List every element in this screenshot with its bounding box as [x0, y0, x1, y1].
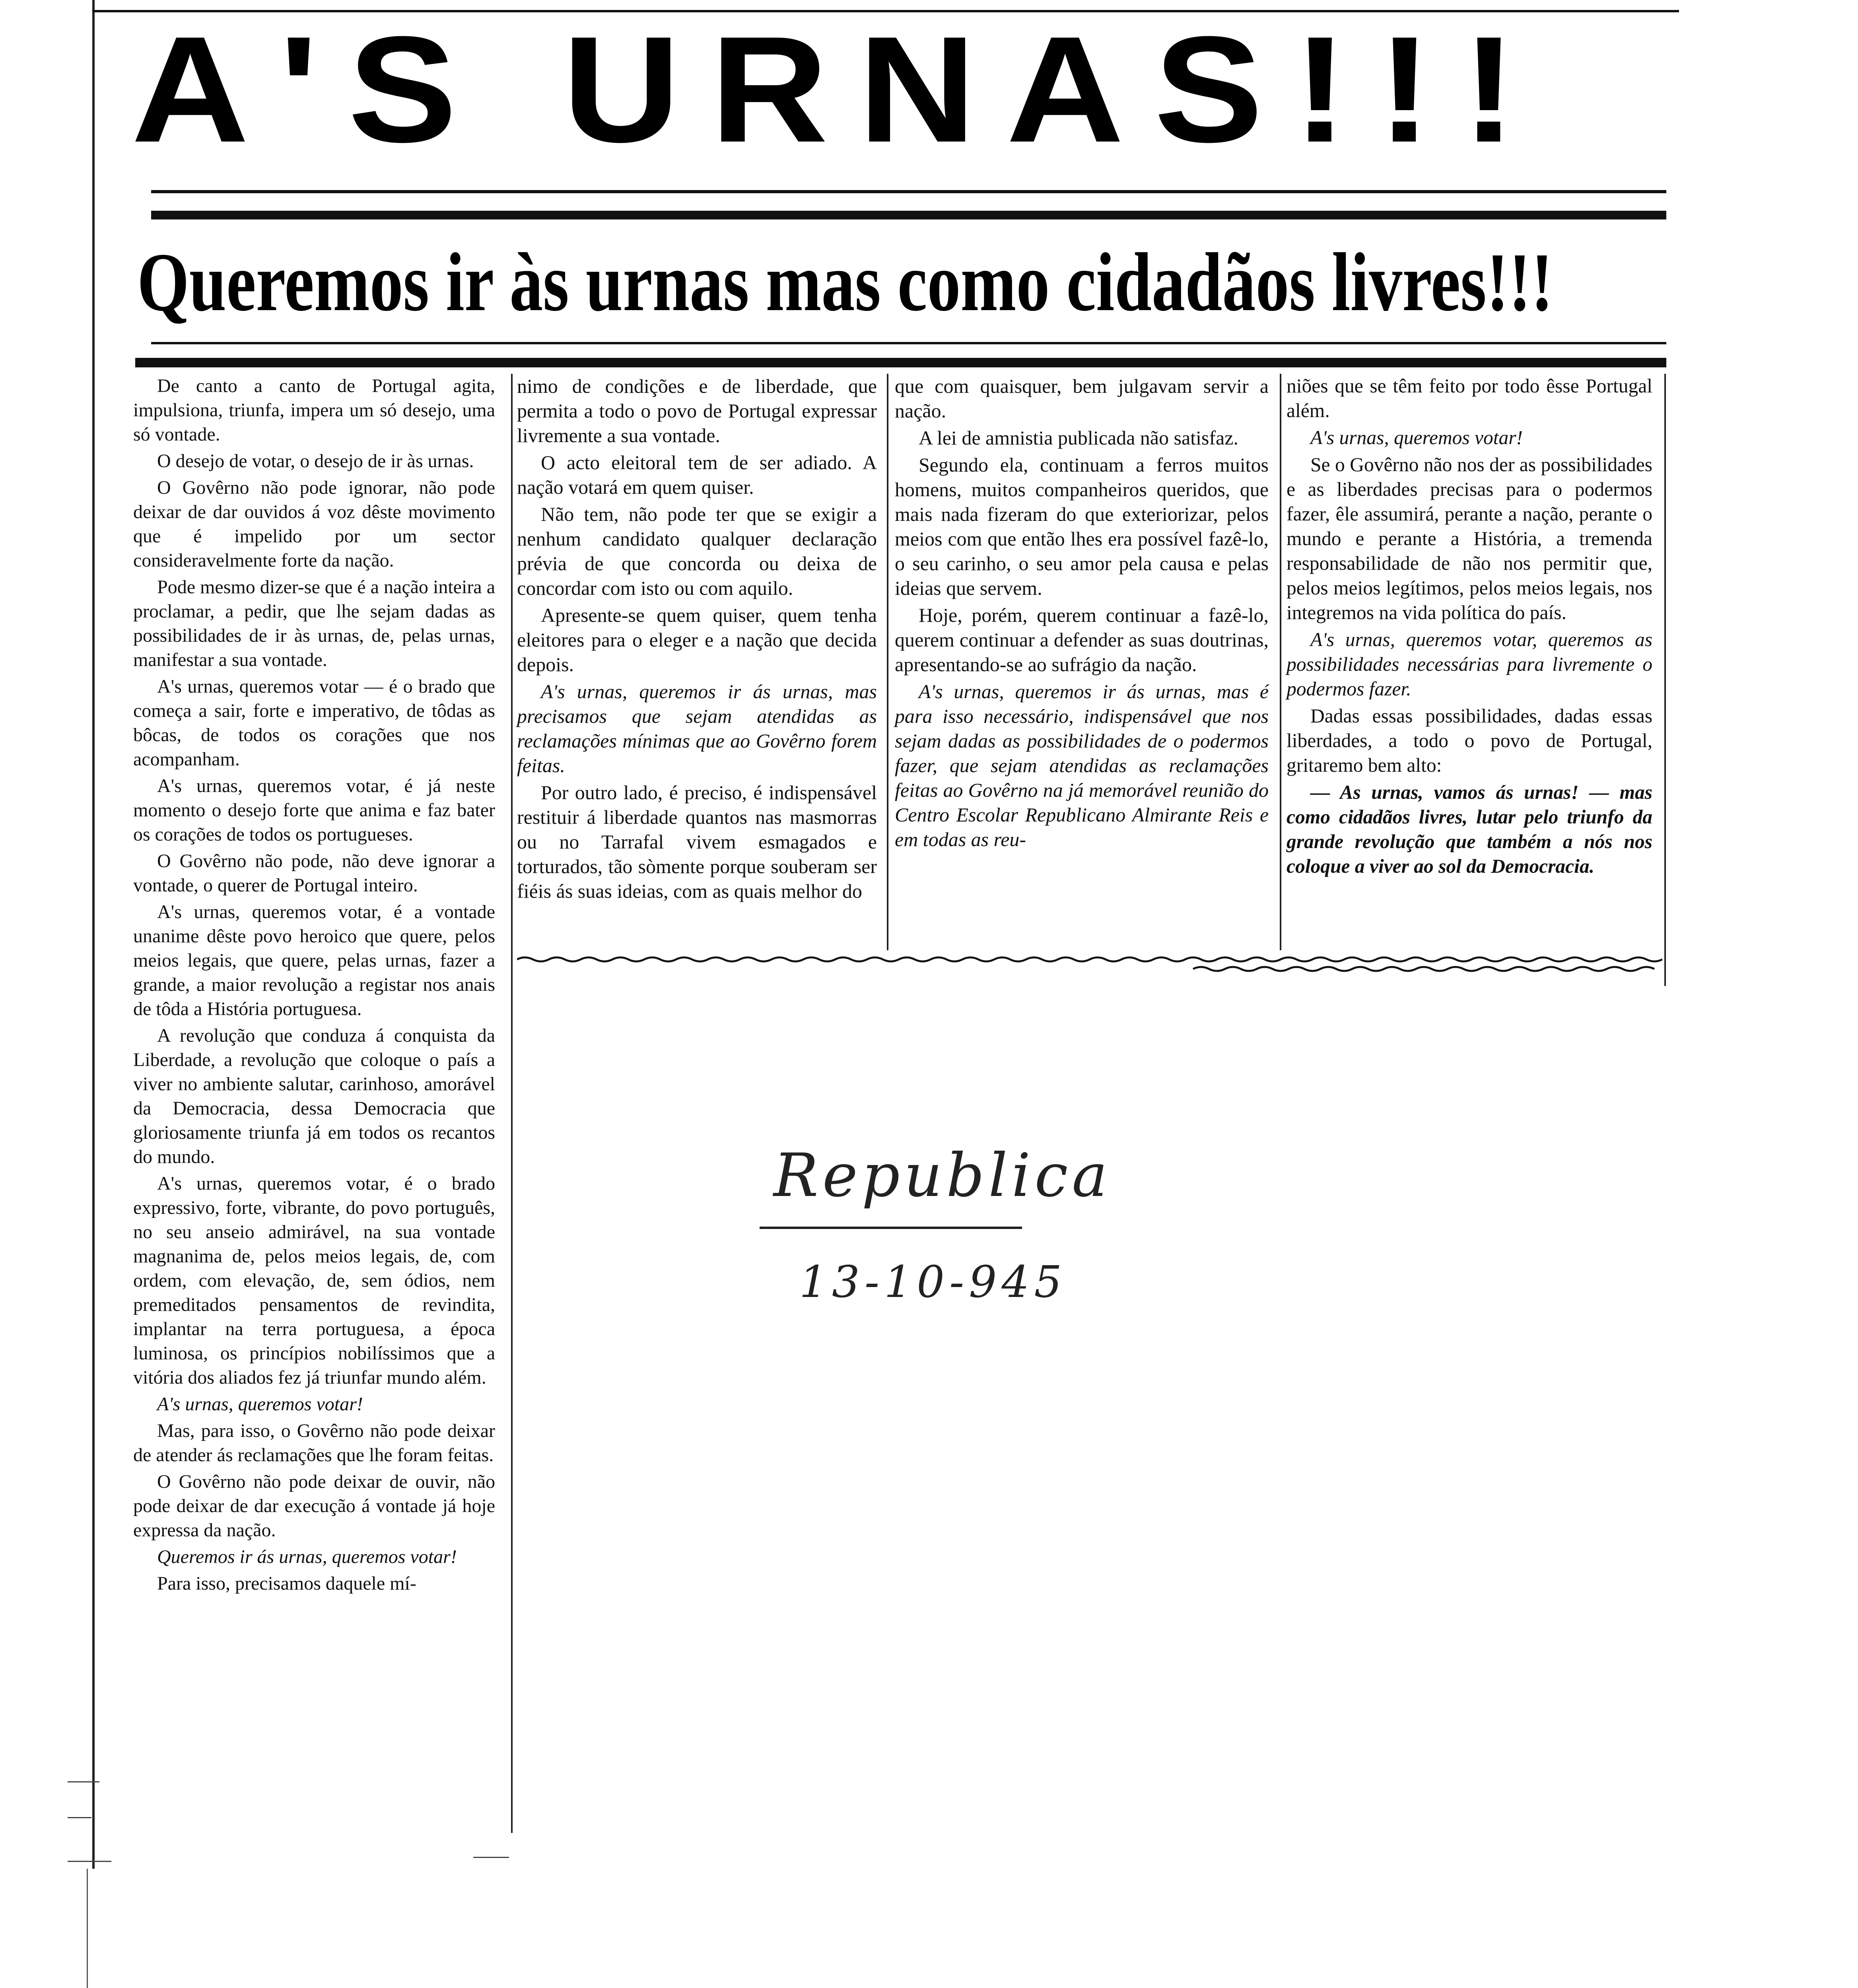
paragraph: — As urnas, vamos ás urnas! — mas como cidadãos livres, lutar pelo triunfo da grande revolução que também a nós nos coloque a viver ao sol da Democracia.	[1287, 781, 1652, 877]
margin-mark	[68, 1817, 91, 1818]
column-divider-2	[887, 374, 888, 950]
paragraph: Para isso, precisamos daquele mí-	[157, 1573, 416, 1594]
paragraph: O desejo de votar, o desejo de ir às urnas.	[157, 450, 474, 472]
paragraph: Dadas essas possibilidades, dadas essas liberdades, a todo o povo de Portugal, gritaremo bem alto:	[1287, 705, 1652, 776]
handwritten-source: Republica	[774, 1141, 1112, 1210]
paragraph: A's urnas, queremos votar — é o brado que começa a sair, forte e imperativo, de tôdas as bôcas, de todos os corações que nos acompanham.	[133, 676, 495, 770]
paragraph: De canto a canto de Portugal agita, impulsiona, triunfa, impera um só desejo, uma só vontade.	[133, 375, 495, 445]
clipping-left-border	[92, 0, 95, 1869]
paragraph: Não tem, não pode ter que se exigir a nenhum candidato qualquer declaração prévia de que concorda ou deixa de concordar com isto ou com aquilo.	[517, 503, 877, 599]
paragraph: O Govêrno não pode ignorar, não pode deixar de dar ouvidos á voz dêste movimento que é impelido por um sector consideravelmente forte da nação.	[133, 477, 495, 571]
paragraph: Mas, para isso, o Govêrno não pode deixar de atender ás reclamações que lhe foram feitas.	[133, 1420, 495, 1466]
paragraph: niões que se têm feito por todo êsse Portugal além.	[1287, 375, 1652, 421]
paragraph: Pode mesmo dizer-se que é a nação inteira a proclamar, a pedir, que lhe sejam dadas as possibilidades de ir às urnas, de, pelas urnas, manifestar a sua vontade.	[133, 577, 495, 670]
subtitle: Queremos ir às urnas mas como cidadãos livres!!!	[137, 236, 1553, 328]
margin-mark	[473, 1857, 509, 1858]
headline-rule-thin	[151, 190, 1666, 193]
handwritten-date: 13-10-945	[799, 1256, 1067, 1307]
margin-mark	[68, 1781, 99, 1782]
subtitle-rule-thick	[135, 358, 1666, 367]
text-column-3	[895, 374, 1269, 854]
subtitle-rule-thin	[151, 342, 1666, 344]
paragraph: O acto eleitoral tem de ser adiado. A nação votará em quem quiser.	[517, 451, 877, 498]
column-divider-3	[1280, 374, 1281, 950]
paragraph: nimo de condições e de liberdade, que permita a todo o povo de Portugal expressar livremente a sua vontade.	[517, 375, 877, 447]
paragraph: Apresente-se quem quiser, quem tenha eleitores para o eleger e a nação que decida depois.	[517, 604, 877, 676]
handwritten-underline	[760, 1227, 1022, 1229]
text-column-1	[133, 374, 495, 1598]
paragraph: A's urnas, queremos votar, é a vontade unanime dêste povo heroico que quere, pelos meios legais, que quere, pelas urnas, fazer a grande, a maior revolução a registar nos anais de tôda a História portuguesa.	[133, 901, 495, 1019]
paragraph: A's urnas, queremos ir ás urnas, mas é para isso necessário, indispensável que nos sejam dadas as possibilidades de o podermos fazer, que sejam atendidas as reclamações feitas ao Govêrno na já memorável reunião do Centro Escolar Republicano Almirante Reis e em todas as reu-	[895, 680, 1269, 850]
paragraph: Segundo ela, continuam a ferros muitos homens, muitos companheiros queridos, que mais nada fizeram do que exteriorizar, pelos meios com que então lhes era possível fazê-lo, o seu carinho, o seu amor pela causa e pelas ideias que servem.	[895, 454, 1269, 599]
paragraph: Se o Govêrno não nos der as possibilidades e as liberdades precisas para o podermos fazer, êle assumirá, perante a nação, perante o mundo e perante a História, a tremenda responsabilidade de não nos permitir que, pelos meios legítimos, pelos meios legais, nos integremos na vida política do país.	[1287, 454, 1652, 623]
paragraph: Hoje, porém, querem continuar a fazê-lo, querem continuar a defender as suas doutrinas, apresentando-se ao sufrágio da nação.	[895, 604, 1269, 676]
paragraph: A's urnas, queremos votar, é já neste momento o desejo forte que anima e faz bater os corações de todos os portugueses.	[133, 775, 495, 845]
paragraph: A lei de amnistia publicada não satisfaz.	[919, 427, 1238, 449]
column-divider-1	[511, 374, 513, 1833]
paragraph: Queremos ir ás urnas, queremos votar!	[157, 1546, 457, 1567]
margin-mark	[68, 1861, 111, 1862]
headline: A'S URNAS!!!	[131, 5, 1547, 174]
paragraph: A's urnas, queremos ir ás urnas, mas precisamos que sejam atendidas as reclamações mínimas que ao Govêrno forem feitas.	[517, 680, 877, 777]
paragraph: A's urnas, queremos votar!	[157, 1394, 363, 1415]
column-divider-4	[1664, 374, 1666, 986]
paragraph: que com quaisquer, bem julgavam servir a nação.	[895, 375, 1269, 422]
paragraph: A's urnas, queremos votar!	[1310, 427, 1523, 448]
clipping-left-border-lower	[87, 1869, 88, 1988]
bottom-wavy-rule	[517, 952, 1662, 976]
text-column-4	[1287, 374, 1652, 881]
paragraph: O Govêrno não pode deixar de ouvir, não pode deixar de dar execução á vontade já hoje expressa da nação.	[133, 1471, 495, 1541]
text-column-2	[517, 374, 877, 906]
paragraph: A's urnas, queremos votar, é o brado expressivo, forte, vibrante, do povo português, no seu anseio admirável, na sua vontade magnanima de, pelos meios legais, de, com ordem, com elevação, de, sem ódios, nem premeditados pensamentos de revindita, implantar na terra portuguesa, a época luminosa, os princípios nobilíssimos que a vitória dos aliados fez já triunfar mundo além.	[133, 1173, 495, 1388]
paragraph: A revolução que conduza á conquista da Liberdade, a revolução que coloque o país a viver no ambiente salutar, carinhoso, amorável da Democracia, dessa Democracia que gloriosamente triunfa já em todos os recantos do mundo.	[133, 1025, 495, 1167]
headline-rule-thick	[151, 211, 1666, 219]
paragraph: Por outro lado, é preciso, é indispensável restituir á liberdade quantos nas masmorras ou no Tarrafal vivem esmagados e torturados, tão sòmente porque souberam ser fiéis ás suas ideias, com as quais melhor do	[517, 781, 877, 902]
paragraph: O Govêrno não pode, não deve ignorar a vontade, o querer de Portugal inteiro.	[133, 850, 495, 896]
paragraph: A's urnas, queremos votar, queremos as possibilidades necessárias para livremente o podermos fazer.	[1287, 629, 1652, 700]
